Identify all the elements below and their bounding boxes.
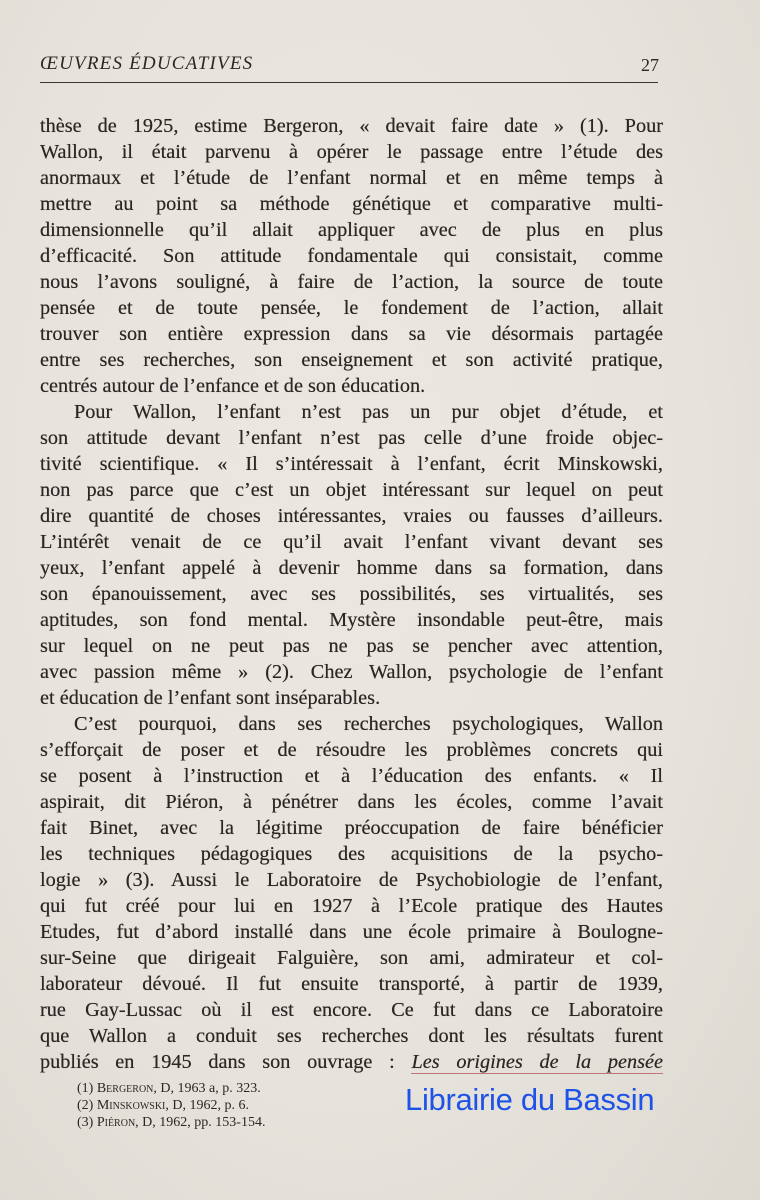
text-line: pensée et de toute pensée, le fondement de l’action, allait [40, 297, 663, 319]
text-line: qui fut créé pour lui en 1927 à l’Ecole pratique des Hautes [40, 895, 663, 917]
text-line: les techniques pédagogiques des acquisitions de la psycho- [40, 843, 663, 865]
text-line: dimensionnelle qu’il allait appliquer avec de plus en plus [40, 219, 663, 241]
text-line: mettre au point sa méthode génétique et comparative multi- [40, 193, 663, 215]
text-line: dire quantité de choses intéressantes, vraies ou fausses d’ailleurs. [40, 505, 663, 527]
text-line: son épanouissement, avec ses possibilités, ses virtualités, ses [40, 583, 663, 605]
text-line: sur lequel on ne peut pas ne pas se pencher avec attention, [40, 635, 663, 657]
text-line: thèse de 1925, estime Bergeron, « devait faire date » (1). Pour [40, 115, 663, 137]
text-line: yeux, l’enfant appelé à devenir homme dans sa formation, dans [40, 557, 663, 579]
footnotes [77, 1080, 265, 1131]
text-line: laborateur dévoué. Il fut ensuite transporté, à partir de 1939, [40, 973, 663, 995]
text-line: et éducation de l’enfant sont inséparables. [40, 687, 381, 709]
text-line: rue Gay-Lussac où il est encore. Ce fut dans ce Laboratoire [40, 999, 663, 1021]
text-line: se posent à l’instruction et à l’éducation des enfants. « Il [40, 765, 663, 787]
text-line [40, 1049, 663, 1075]
running-header-title: ŒUVRES ÉDUCATIVES [40, 53, 254, 74]
watermark: Librairie du Bassin [405, 1082, 655, 1117]
footnote-author: Minskowski [96, 1098, 166, 1113]
text-line: fait Binet, avec la légitime préoccupation de faire bénéficier [40, 817, 663, 839]
book-title: Les origines de la pensée [411, 1051, 663, 1073]
footnote-ref: , D, 1962, p. 6. [165, 1098, 250, 1113]
text-line: que Wallon a conduit ses recherches dont les résultats furent [40, 1025, 663, 1047]
text-line: centrés autour de l’enfance et de son éducation. [40, 375, 426, 397]
text-line: d’efficacité. Son attitude fondamentale qui consistait, comme [40, 245, 663, 267]
text-line-part: publiés en 1945 dans son ouvrage : [40, 1051, 395, 1073]
footnote-number: (2) [77, 1098, 94, 1113]
text-line: nous l’avons souligné, à faire de l’action, la source de toute [40, 271, 663, 293]
text-line: aptitudes, son fond mental. Mystère insondable peut-être, mais [40, 609, 663, 631]
text-line: s’efforçait de poser et de résoudre les problèmes concrets qui [40, 739, 663, 761]
text-line: non pas parce que c’est un objet intéressant sur lequel on peut [40, 479, 663, 501]
header-rule [40, 82, 658, 83]
text-line: anormaux et l’étude de l’enfant normal et en même temps à [40, 167, 663, 189]
footnote [77, 1114, 265, 1131]
footnote-ref: , D, 1963 a, p. 323. [153, 1081, 261, 1096]
footnote-number: (1) [77, 1081, 94, 1096]
footnote [77, 1080, 265, 1097]
footnote-number: (3) [77, 1115, 94, 1130]
text-line: son attitude devant l’enfant n’est pas celle d’une froide objec- [40, 427, 663, 449]
text-line: C’est pourquoi, dans ses recherches psychologiques, Wallon [74, 713, 663, 735]
body-text [40, 113, 663, 1075]
text-line: logie » (3). Aussi le Laboratoire de Psychobiologie de l’enfant, [40, 869, 663, 891]
footnote-author: Bergeron [96, 1081, 154, 1096]
text-line: trouver son entière expression dans sa vie désormais partagée [40, 323, 663, 345]
text-line: Etudes, fut d’abord installé dans une école primaire à Boulogne- [40, 921, 663, 943]
footnote-author: Piéron [96, 1115, 136, 1130]
text-line: aspirait, dit Piéron, à pénétrer dans les écoles, comme l’avait [40, 791, 663, 813]
text-line: entre ses recherches, son enseignement et son activité pratique, [40, 349, 663, 371]
footnote-ref: , D, 1962, pp. 153-154. [135, 1115, 266, 1130]
text-line: L’intérêt venait de ce qu’il avait l’enfant vivant devant ses [40, 531, 663, 553]
text-line: Pour Wallon, l’enfant n’est pas un pur objet d’étude, et [74, 401, 663, 423]
text-line: Wallon, il était parvenu à opérer le passage entre l’étude des [40, 141, 663, 163]
text-line: avec passion même » (2). Chez Wallon, psychologie de l’enfant [40, 661, 663, 683]
footnote [77, 1097, 265, 1114]
page-number: 27 [641, 55, 659, 75]
text-line: tivité scientifique. « Il s’intéressait à l’enfant, écrit Minskowski, [40, 453, 663, 475]
text-line: sur-Seine que dirigeait Falguière, son ami, admirateur et col- [40, 947, 663, 969]
